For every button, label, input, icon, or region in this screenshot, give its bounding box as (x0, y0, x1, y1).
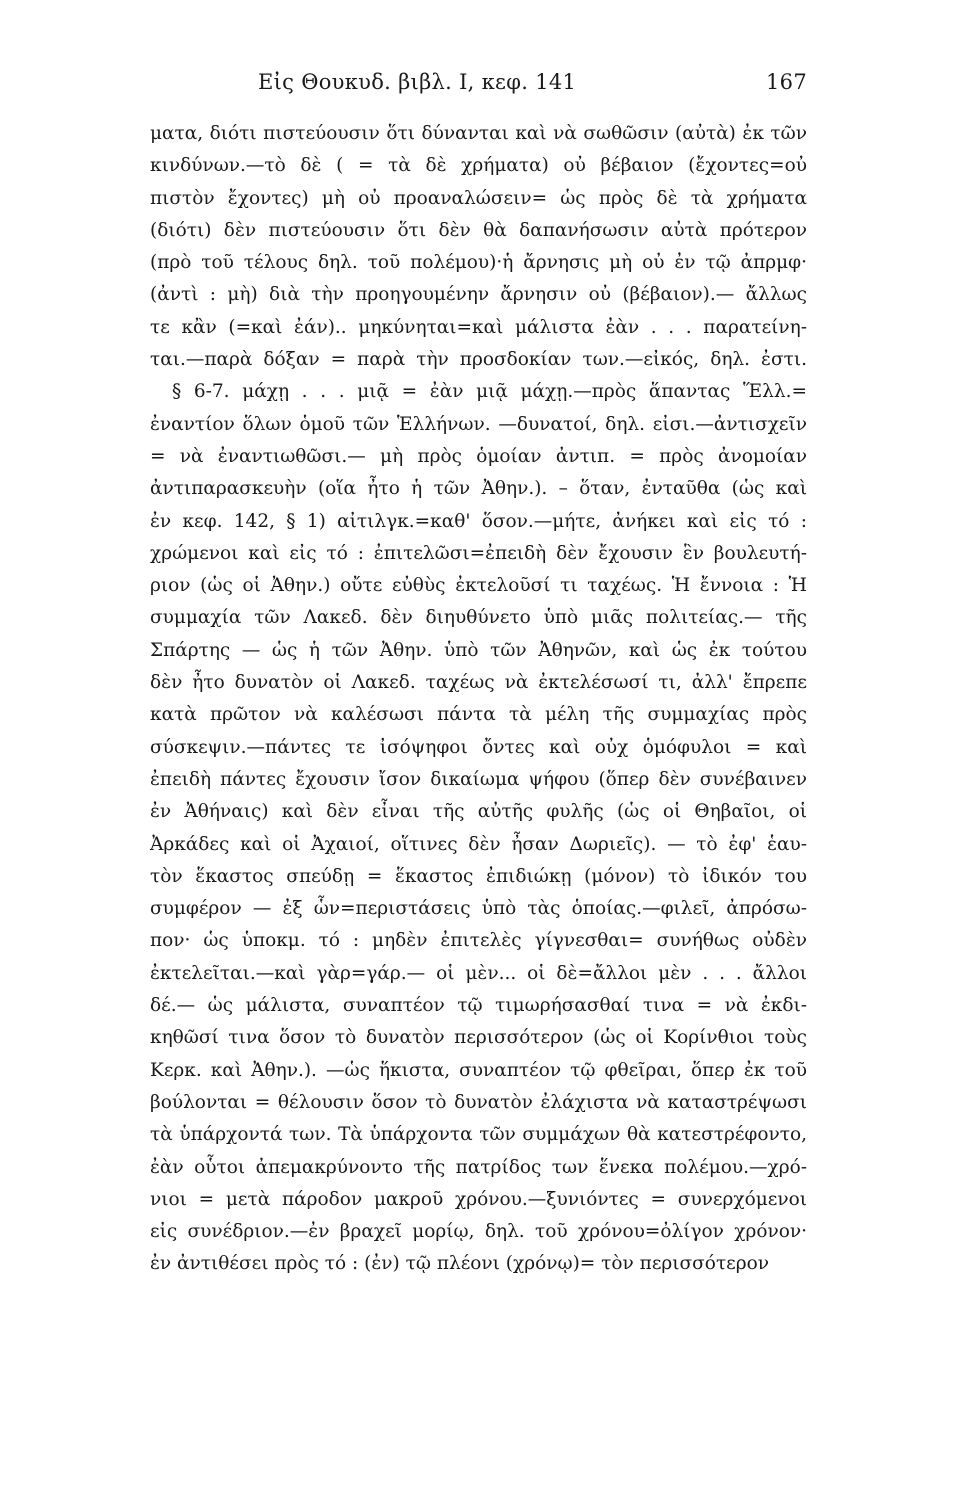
text-line: κηθῶσί τινα ὅσον τὸ δυνατὸν περισσότερον (ὡς οἱ Κορίνθιοι τοὺς (150, 1027, 807, 1049)
text-line: τὰ ὑπάρχοντά των. Τὰ ὑπάρχοντα τῶν συμμάχων θὰ κατεστρέφοντο, (150, 1124, 807, 1146)
text-line: τε κἂν (=καὶ ἐάν).. μηκύνηται=καὶ μάλιστα ἐὰν . . . παρατείνη- (150, 316, 807, 338)
commentary-text (150, 118, 807, 1281)
text-line: δέ.— ὡς μάλιστα, συναπτέον τῷ τιμωρήσασθαί τινα = νὰ ἐκδι- (150, 995, 807, 1017)
text-line: Κερκ. καὶ Ἀθην.). —ὡς ἥκιστα, συναπτέον τῷ φθεῖραι, ὅπερ ἐκ τοῦ (150, 1059, 807, 1081)
text-line: ἐν κεφ. 142, § 1) αἰτιλγκ.=καθ' ὅσον.—μήτε, ἀνήκει καὶ εἰς τό : (150, 510, 807, 532)
text-line: χρώμενοι καὶ εἰς τό : ἐπιτελῶσι=ἐπειδὴ δὲν ἔχουσιν ἓν βουλευτή- (150, 542, 807, 564)
text-line: ἐκτελεῖται.—καὶ γὰρ=γάρ.— οἱ μὲν... οἱ δὲ=ἄλλοι μὲν . . . ἄλλοι (150, 962, 807, 984)
text-line: βούλονται = θέλουσιν ὅσον τὸ δυνατὸν ἐλάχιστα νὰ καταστρέψωσι (150, 1091, 807, 1113)
text-line: ἐν ἀντιθέσει πρὸς τό : (ἐν) τῷ πλέονι (χρόνῳ)= τὸν περισσότερον (150, 1253, 770, 1275)
text-line: (ἀντὶ : μὴ) διὰ τὴν προηγουμένην ἄρνησιν οὐ (βέβαιον).— ἄλλως (150, 284, 807, 306)
text-line: (διότι) δὲν πιστεύουσιν ὅτι δὲν θὰ δαπανήσωσιν αὐτὰ πρότερον (150, 219, 807, 241)
text-line: Ἀρκάδες καὶ οἱ Ἀχαιοί, οἵτινες δὲν ἦσαν Δωριεῖς). — τὸ ἐφ' ἑαυ- (150, 833, 807, 855)
text-line: (πρὸ τοῦ τέλους δηλ. τοῦ πολέμου)·ἡ ἄρνησις μὴ οὐ ἐν τῷ ἀπρμφ· (150, 252, 807, 274)
text-line: ἐπειδὴ πάντες ἔχουσιν ἴσον δικαίωμα ψήφου (ὅπερ δὲν συνέβαινεν (150, 768, 807, 790)
text-line: ματα, διότι πιστεύουσιν ὅτι δύνανται καὶ νὰ σωθῶσιν (αὐτὰ) ἐκ τῶν (150, 123, 807, 144)
text-line: Σπάρτης — ὡς ἡ τῶν Ἀθην. ὑπὸ τῶν Ἀθηνῶν, καὶ ὡς ἐκ τούτου (150, 639, 807, 661)
text-line: ται.—παρὰ δόξαν = παρὰ τὴν προσδοκίαν των.—εἰκός, δηλ. ἐστι. (150, 349, 807, 371)
text-line: κινδύνων.—τὸ δὲ ( = τὰ δὲ χρήματα) οὐ βέβαιον (ἔχοντες=οὐ (150, 155, 807, 177)
section-start-line: § 6-7. μάχῃ . . . μιᾷ = ἐὰν μιᾷ μάχῃ.—πρὸς ἅπαντας Ἕλλ.= (172, 381, 807, 403)
text-line: τὸν ἕκαστος σπεύδῃ = ἕκαστος ἐπιδιώκῃ (μόνον) τὸ ἰδικόν του (150, 865, 807, 887)
text-line: = νὰ ἐναντιωθῶσι.— μὴ πρὸς ὁμοίαν ἀντιπ. = πρὸς ἀνομοίαν (150, 445, 807, 467)
text-line: ἐν Ἀθήναις) καὶ δὲν εἶναι τῆς αὐτῆς φυλῆς (ὡς οἱ Θηβαῖοι, οἱ (150, 801, 807, 823)
text-line: σύσκεψιν.—πάντες τε ἰσόψηφοι ὄντες καὶ οὐχ ὁμόφυλοι = καὶ (150, 736, 807, 758)
text-line: ἐὰν οὗτοι ἀπεμακρύνοντο τῆς πατρίδος των ἕνεκα πολέμου.—χρό- (150, 1156, 807, 1178)
text-line: συμφέρον — ἐξ ὧν=περιστάσεις ὑπὸ τὰς ὁποίας.—φιλεῖ, ἀπρόσω- (150, 898, 807, 920)
text-line: πον· ὡς ὑποκμ. τό : μηδὲν ἐπιτελὲς γίγνεσθαι= συνήθως οὐδὲν (150, 930, 807, 952)
text-line: πιστὸν ἔχοντες) μὴ οὐ προαναλώσειν= ὡς πρὸς δὲ τὰ χρήματα (150, 187, 807, 209)
text-line: εἰς συνέδριον.—ἐν βραχεῖ μορίῳ, δηλ. τοῦ χρόνου=ὀλίγον χρόνον· (150, 1221, 807, 1243)
running-title: Εἰς Θουκυδ. βιβλ. Ι, κεφ. 141 (258, 70, 577, 94)
text-line: δὲν ἦτο δυνατὸν οἱ Λακεδ. ταχέως νὰ ἐκτελέσωσί τι, ἀλλ' ἔπρεπε (150, 672, 807, 694)
page-header (150, 70, 807, 100)
text-line: νιοι = μετὰ πάροδον μακροῦ χρόνου.—ξυνιόντες = συνερχόμενοι (150, 1188, 807, 1210)
page-number: 167 (766, 70, 807, 94)
text-line: συμμαχία τῶν Λακεδ. δὲν διηυθύνετο ὑπὸ μιᾶς πολιτείας.— τῆς (150, 607, 807, 629)
text-line: κατὰ πρῶτον νὰ καλέσωσι πάντα τὰ μέλη τῆς συμμαχίας πρὸς (150, 704, 807, 726)
text-line: ριον (ὡς οἱ Ἀθην.) οὔτε εὐθὺς ἐκτελοῦσί τι ταχέως. Ἡ ἔννοια : Ἡ (150, 575, 807, 597)
text-line: ἀντιπαρασκευὴν (οἵα ἦτο ἡ τῶν Ἀθην.). – ὅταν, ἐνταῦθα (ὡς καὶ (150, 478, 807, 500)
text-line: ἐναντίον ὅλων ὁμοῦ τῶν Ἑλλήνων. —δυνατοί, δηλ. εἰσι.—ἀντισχεῖν (150, 413, 807, 435)
